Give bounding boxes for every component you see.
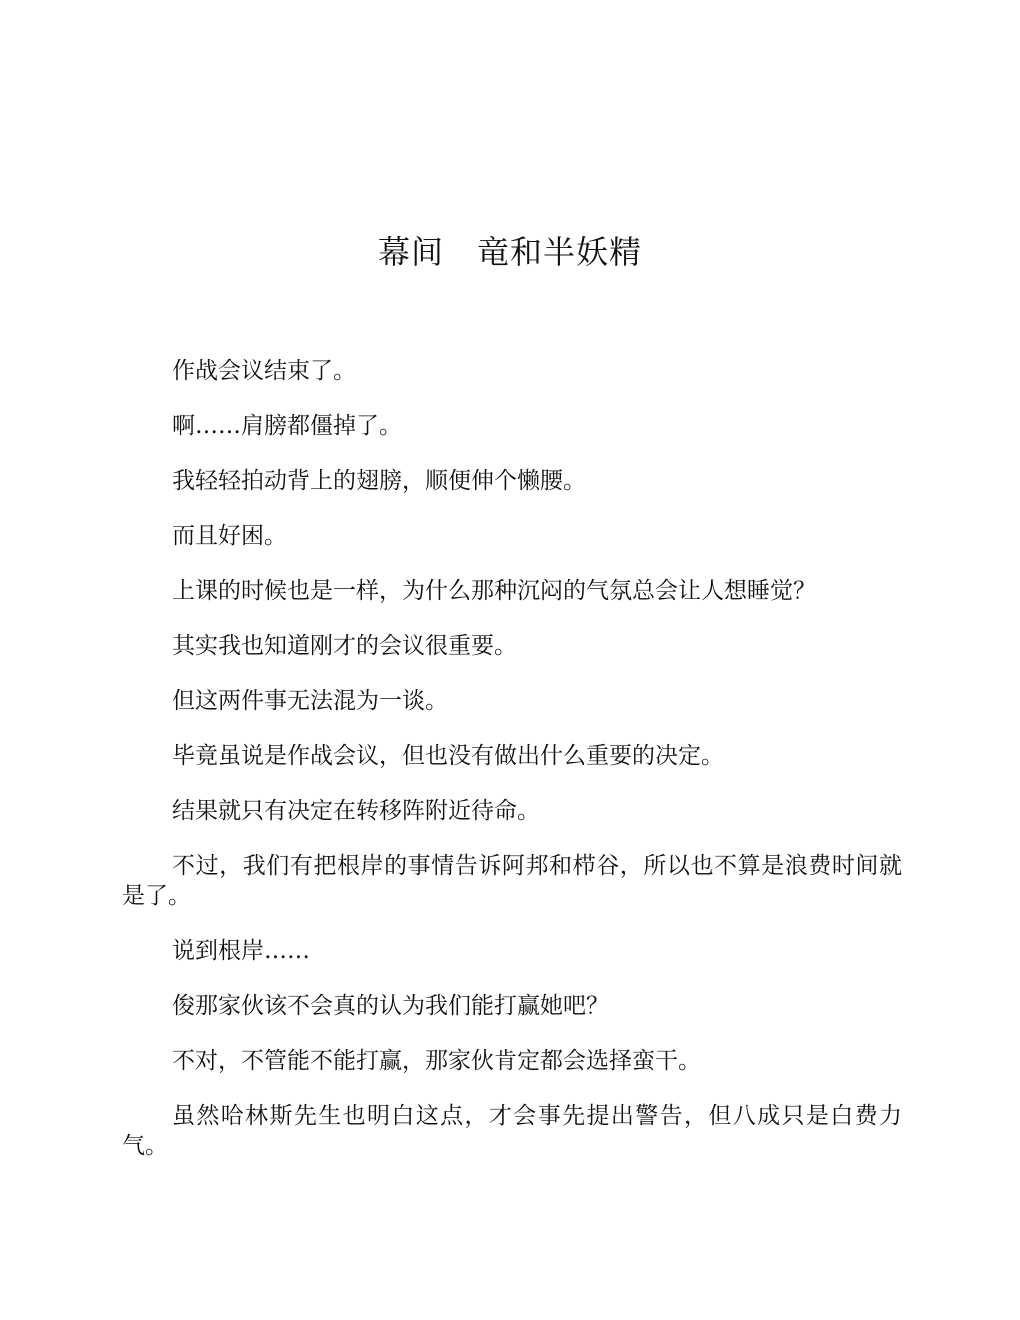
paragraph-10: 不过，我们有把根岸的事情告诉阿邦和栉谷，所以也不算是浪费时间就是了。	[122, 853, 902, 909]
paragraph-3: 我轻轻拍动背上的翅膀，顺便伸个懒腰。	[172, 468, 586, 494]
paragraph-2: 啊……肩膀都僵掉了。	[172, 413, 402, 439]
chapter-title: 幕间 竜和半妖精	[377, 233, 642, 271]
paragraph-7: 但这两件事无法混为一谈。	[172, 688, 448, 714]
paragraph-8: 毕竟虽说是作战会议，但也没有做出什么重要的决定。	[172, 743, 724, 769]
paragraph-9: 结果就只有决定在转移阵附近待命。	[172, 798, 540, 824]
paragraph-1: 作战会议结束了。	[172, 358, 356, 384]
paragraph-5: 上课的时候也是一样，为什么那种沉闷的气氛总会让人想睡觉？	[172, 578, 816, 604]
paragraph-6: 其实我也知道刚才的会议很重要。	[172, 633, 517, 659]
paragraph-13: 不对，不管能不能打赢，那家伙肯定都会选择蛮干。	[172, 1048, 701, 1074]
paragraph-4: 而且好困。	[172, 523, 287, 549]
paragraph-11: 说到根岸……	[172, 938, 310, 964]
body-text	[122, 356, 902, 1186]
paragraph-14: 虽然哈林斯先生也明白这点，才会事先提出警告，但八成只是白费力气。	[122, 1103, 902, 1159]
paragraph-12: 俊那家伙该不会真的认为我们能打赢她吧？	[172, 993, 609, 1019]
